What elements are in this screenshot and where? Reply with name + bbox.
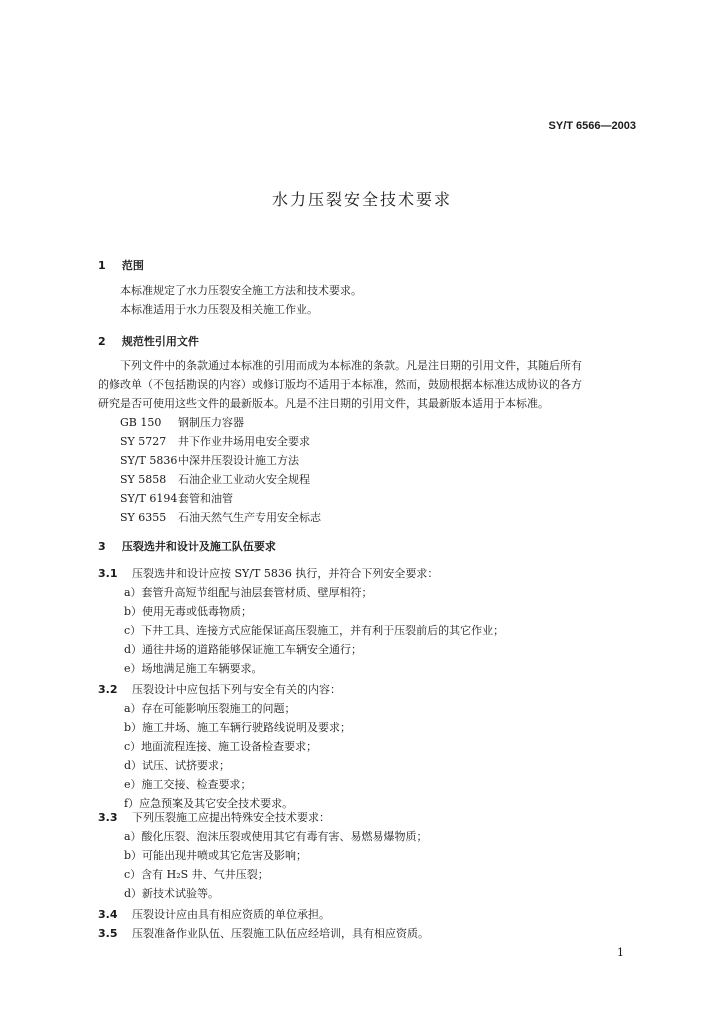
list-item: d）试压、试挤要求；: [124, 759, 231, 772]
paragraph-line: 研究是否可使用这些文件的最新版本。凡是不注日期的引用文件，其最新版本适用于本标准。: [98, 397, 549, 410]
list-item: b）施工井场、施工车辆行驶路线说明及要求；: [124, 721, 352, 734]
clause-text: 下列压裂施工应提出特殊安全技术要求：: [132, 811, 330, 824]
clause-text: 压裂设计应由具有相应资质的单位承担。: [132, 908, 330, 921]
clause-3-1: [98, 565, 438, 581]
reference-list: [120, 413, 321, 527]
reference-item: [120, 451, 321, 470]
list-item: c）下井工具、连接方式应能保证高压裂施工，并有利于压裂前后的其它作业；: [124, 624, 505, 637]
reference-item: [120, 413, 321, 432]
section-1-heading: [98, 257, 144, 273]
list-item: d）通往井场的道路能够保证施工车辆安全通行；: [124, 643, 363, 656]
clause-number: 3.3: [98, 811, 118, 824]
clause-3-2: [98, 681, 341, 697]
list-item: e）场地满足施工车辆要求。: [124, 662, 263, 675]
reference-title: 井下作业井场用电安全要求: [178, 435, 310, 448]
list-item: b）可能出现井喷或其它危害及影响；: [124, 849, 308, 862]
clause-number: 3.2: [98, 683, 118, 696]
clause-text: 压裂设计中应包括下列与安全有关的内容：: [132, 683, 341, 696]
list-item: d）新技术试验等。: [124, 887, 220, 900]
clause-3-2-items: [124, 699, 351, 813]
reference-code: GB 150: [120, 416, 162, 429]
reference-item: [120, 470, 321, 489]
list-item: e）施工交接、检查要求；: [124, 778, 252, 791]
clause-text: 压裂选井和设计应按 SY/T 5836 执行，并符合下列安全要求：: [132, 567, 439, 580]
section-title: 压裂选井和设计及施工队伍要求: [121, 540, 276, 553]
section-2-intro: [98, 356, 582, 413]
list-item: c）地面流程连接、施工设备检查要求；: [124, 740, 318, 753]
reference-title: 套管和油管: [178, 492, 233, 505]
document-title: 水力压裂安全技术要求: [271, 190, 452, 209]
section-3-heading: [98, 538, 276, 554]
paragraph: 本标准适用于水力压裂及相关施工作业。: [120, 303, 318, 316]
list-item: a）套管升高短节组配与油层套管材质、壁厚相符；: [124, 586, 373, 599]
standard-code: SY/T 6566—2003: [548, 120, 636, 132]
clause-3-3: [98, 809, 330, 825]
section-number: 3: [98, 540, 106, 553]
section-2-heading: [98, 333, 199, 349]
clause-text: 压裂准备作业队伍、压裂施工队伍应经培训，具有相应资质。: [132, 927, 429, 940]
section-title: 范围: [121, 259, 144, 272]
clause-3-3-items: [124, 827, 428, 903]
page-number: 1: [617, 946, 624, 959]
reference-code: SY 6355: [120, 511, 167, 524]
clause-3-5: [98, 925, 429, 941]
reference-item: [120, 432, 321, 451]
clause-number: 3.5: [98, 927, 118, 940]
section-number: 2: [98, 335, 106, 348]
list-item: a）存在可能影响压裂施工的问题；: [124, 702, 296, 715]
reference-code: SY 5858: [120, 473, 167, 486]
reference-title: 中深井压裂设计施工方法: [178, 454, 299, 467]
reference-code: SY 5727: [120, 435, 167, 448]
list-item: b）使用无毒或低毒物质；: [124, 605, 253, 618]
reference-item: [120, 508, 321, 527]
reference-code: SY/T 6194: [120, 492, 178, 505]
list-item: f）应急预案及其它安全技术要求。: [124, 797, 294, 810]
reference-title: 钢制压力容器: [178, 416, 244, 429]
clause-number: 3.4: [98, 908, 118, 921]
clause-number: 3.1: [98, 567, 118, 580]
clause-3-1-items: [124, 583, 504, 678]
list-item: a）酸化压裂、泡沫压裂或使用其它有毒有害、易燃易爆物质；: [124, 830, 428, 843]
paragraph-line: 下列文件中的条款通过本标准的引用而成为本标准的条款。凡是注日期的引用文件，其随后所有: [120, 359, 582, 372]
section-1-body: [120, 281, 362, 319]
clause-3-4: [98, 906, 330, 922]
list-item: c）含有 H₂S 井、气井压裂；: [124, 868, 269, 881]
paragraph: 本标准规定了水力压裂安全施工方法和技术要求。: [120, 284, 362, 297]
reference-title: 石油企业工业动火安全规程: [178, 473, 310, 486]
reference-title: 石油天然气生产专用安全标志: [178, 511, 321, 524]
section-title: 规范性引用文件: [121, 335, 199, 348]
paragraph-line: 的修改单（不包括勘误的内容）或修订版均不适用于本标准，然而，鼓励根据本标准达成协议的各方: [98, 378, 582, 391]
section-number: 1: [98, 259, 106, 272]
reference-code: SY/T 5836: [120, 454, 178, 467]
reference-item: [120, 489, 321, 508]
